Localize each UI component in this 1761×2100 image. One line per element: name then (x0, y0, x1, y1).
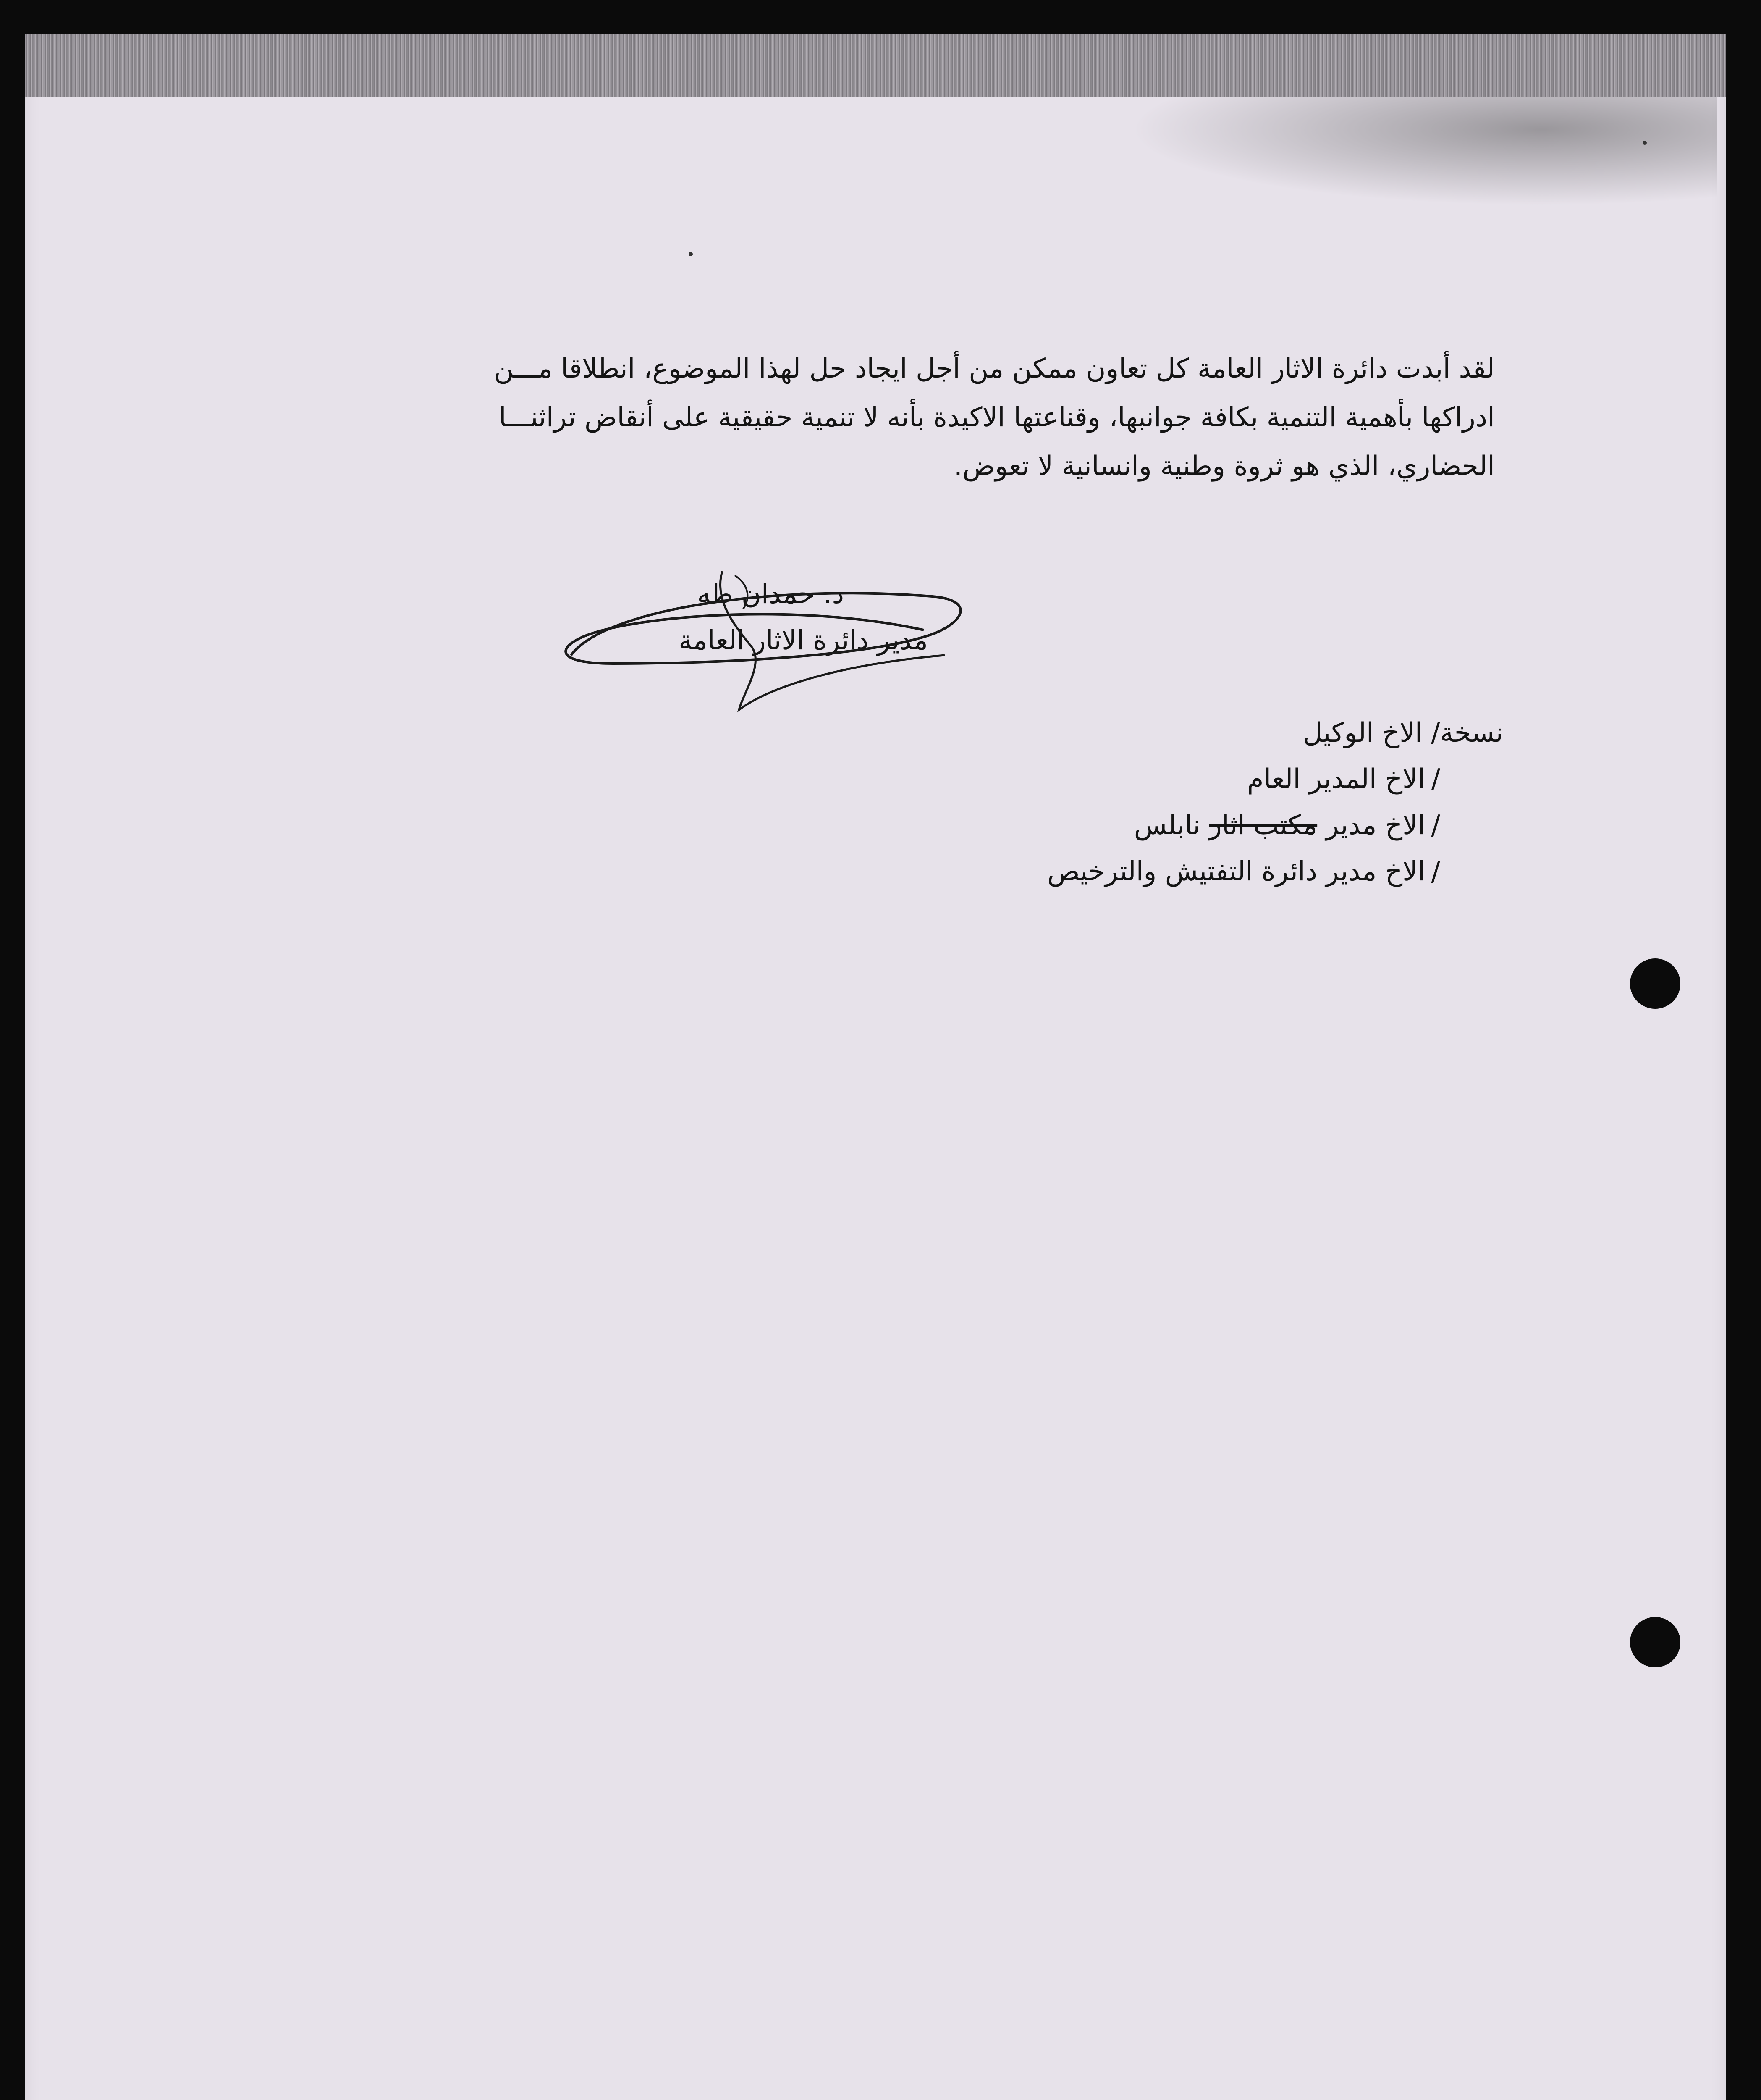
recipient-text-struck: مكتب اثار (1209, 810, 1318, 841)
punch-hole-lower (1630, 1617, 1680, 1667)
signer-title: مدير دائرة الاثار العامة (679, 625, 928, 656)
scan-edge-noise (25, 34, 1726, 97)
scan-shadow (1129, 97, 1717, 206)
scan-speck (689, 252, 693, 256)
copies-heading: نسخة/ الاخ الوكيل (1303, 717, 1503, 748)
paragraph-line: الحضاري، الذي هو ثروة وطنية وانسانية لا تعوض. (954, 451, 1495, 482)
list-slash: / (1431, 810, 1440, 841)
recipient-text: نابلس (1134, 810, 1209, 841)
document-page (25, 34, 1726, 2100)
copy-recipient (882, 756, 1503, 802)
copy-recipient (882, 802, 1503, 848)
body-paragraph (277, 344, 1495, 491)
recipient-text: الاخ المدير العام (1247, 764, 1426, 795)
handwritten-signature (554, 559, 999, 735)
recipient-text: الاخ مدير دائرة التفتيش والترخيص (1047, 856, 1426, 887)
punch-hole-upper (1630, 958, 1680, 1009)
paragraph-line: ادراكها بأهمية التنمية بكافة جوانبها، وقناعتها الاكيدة بأنه لا تنمية حقيقية على أنقاض تراثنـــا (498, 402, 1495, 433)
paragraph-line: لقد أبدت دائرة الاثار العامة كل تعاون ممكن من أجل ايجاد حل لهذا الموضوع، انطلاقا مـــن (494, 353, 1495, 384)
list-slash: / (1431, 856, 1440, 887)
list-slash: / (1431, 764, 1440, 795)
copies-list (882, 710, 1503, 895)
copy-recipient (882, 848, 1503, 895)
recipient-text: الاخ مدير (1317, 810, 1426, 841)
scan-speck (1643, 141, 1647, 145)
signer-name: د. حمدان طه (697, 579, 844, 610)
